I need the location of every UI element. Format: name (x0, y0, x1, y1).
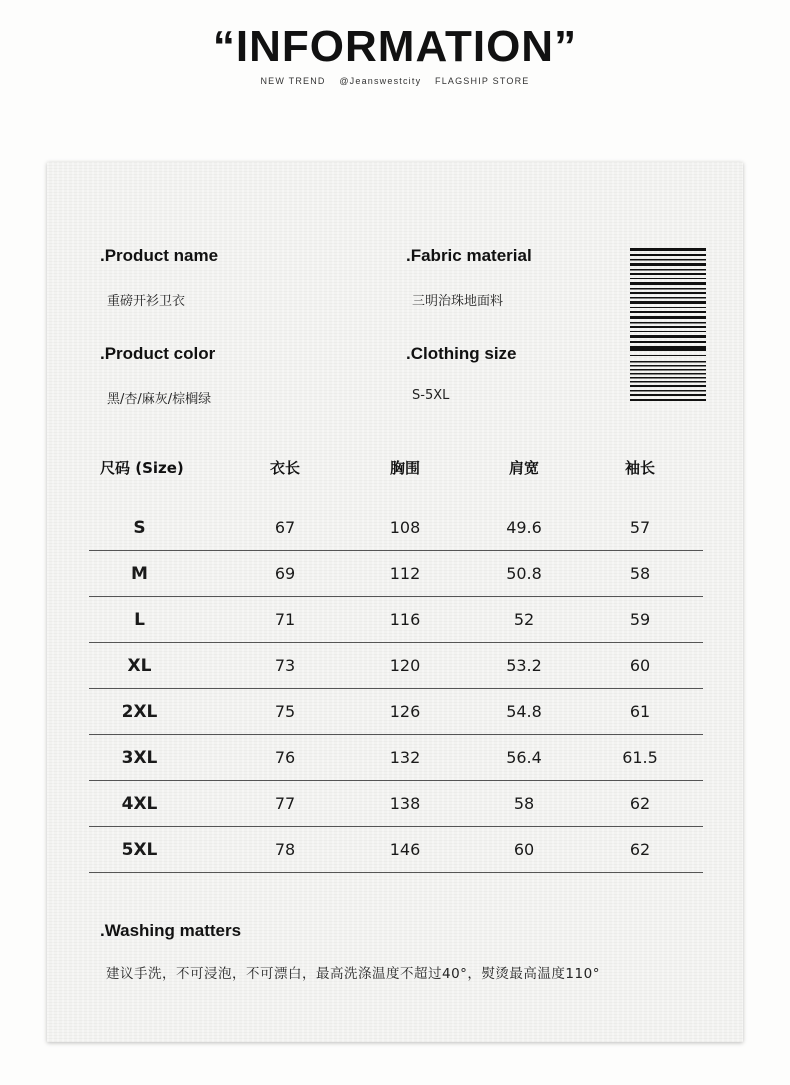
table-header-length: 衣长 (269, 459, 300, 477)
cell-chest: 108 (389, 518, 421, 537)
row-divider (89, 872, 703, 873)
subtitle-store: FLAGSHIP STORE (435, 76, 530, 86)
cell-chest: 120 (389, 656, 421, 675)
cell-length: 76 (274, 748, 296, 767)
cell-sleeve: 60 (629, 656, 651, 675)
clothing-size-value: S-5XL (412, 388, 450, 403)
cell-shoulder: 56.4 (506, 748, 542, 767)
cell-sleeve: 61.5 (622, 748, 658, 767)
cell-length: 69 (274, 564, 296, 583)
cell-size: XL (127, 656, 152, 676)
cell-size: 3XL (121, 748, 158, 768)
product-name-value: 重磅开衫卫衣 (107, 294, 186, 309)
info-card (47, 162, 743, 1042)
header-title: “INFORMATION” (212, 22, 578, 71)
cell-sleeve: 62 (629, 840, 651, 859)
washing-label: .Washing matters (100, 921, 242, 940)
washing-instructions: 建议手洗，不可浸泡，不可漂白，最高洗涤温度不超过40°，熨烫最高温度110° (106, 966, 600, 982)
cell-chest: 146 (389, 840, 421, 859)
header-subtitle (0, 76, 790, 86)
cell-size: 2XL (121, 702, 158, 722)
cell-shoulder: 54.8 (506, 702, 542, 721)
table-header-chest: 胸围 (389, 459, 420, 477)
cell-length: 71 (274, 610, 296, 629)
product-color-value: 黑/杏/麻灰/棕榈绿 (107, 392, 212, 407)
cell-shoulder: 49.6 (506, 518, 542, 537)
table-row (89, 551, 703, 597)
cell-length: 77 (274, 794, 296, 813)
table-row (89, 735, 703, 781)
table-row (89, 827, 703, 873)
fabric-material-value: 三明治珠地面料 (412, 294, 504, 309)
cell-size: 4XL (121, 794, 158, 814)
table-header-sleeve: 袖长 (624, 459, 655, 477)
cell-size: L (134, 610, 145, 630)
cell-sleeve: 58 (629, 564, 651, 583)
table-row (89, 781, 703, 827)
table-row (89, 505, 703, 551)
cell-sleeve: 62 (629, 794, 651, 813)
cell-size: S (133, 518, 146, 538)
cell-shoulder: 53.2 (506, 656, 542, 675)
cell-length: 67 (274, 518, 296, 537)
cell-length: 73 (274, 656, 296, 675)
clothing-size-label: .Clothing size (406, 344, 517, 363)
table-row (89, 597, 703, 643)
fabric-material-label: .Fabric material (406, 246, 532, 265)
table-row (89, 643, 703, 689)
cell-chest: 112 (389, 564, 421, 583)
product-name-label: .Product name (100, 246, 219, 265)
cell-chest: 126 (389, 702, 421, 721)
cell-sleeve: 59 (629, 610, 651, 629)
cell-size: 5XL (121, 840, 158, 860)
table-row (89, 689, 703, 735)
cell-shoulder: 60 (513, 840, 535, 859)
cell-sleeve: 61 (629, 702, 651, 721)
table-header-size: 尺码 (Size) (100, 459, 184, 477)
product-color-label: .Product color (100, 344, 216, 363)
cell-size: M (131, 564, 148, 584)
cell-chest: 132 (389, 748, 421, 767)
cell-length: 78 (274, 840, 296, 859)
subtitle-handle: @Jeanswestcity (339, 76, 422, 86)
cell-length: 75 (274, 702, 296, 721)
cell-sleeve: 57 (629, 518, 651, 537)
table-header-shoulder: 肩宽 (508, 459, 539, 477)
subtitle-trend: NEW TREND (260, 76, 326, 86)
barcode-graphic (630, 248, 706, 402)
cell-shoulder: 52 (513, 610, 535, 629)
cell-shoulder: 58 (513, 794, 535, 813)
cell-shoulder: 50.8 (506, 564, 542, 583)
cell-chest: 138 (389, 794, 421, 813)
cell-chest: 116 (389, 610, 421, 629)
